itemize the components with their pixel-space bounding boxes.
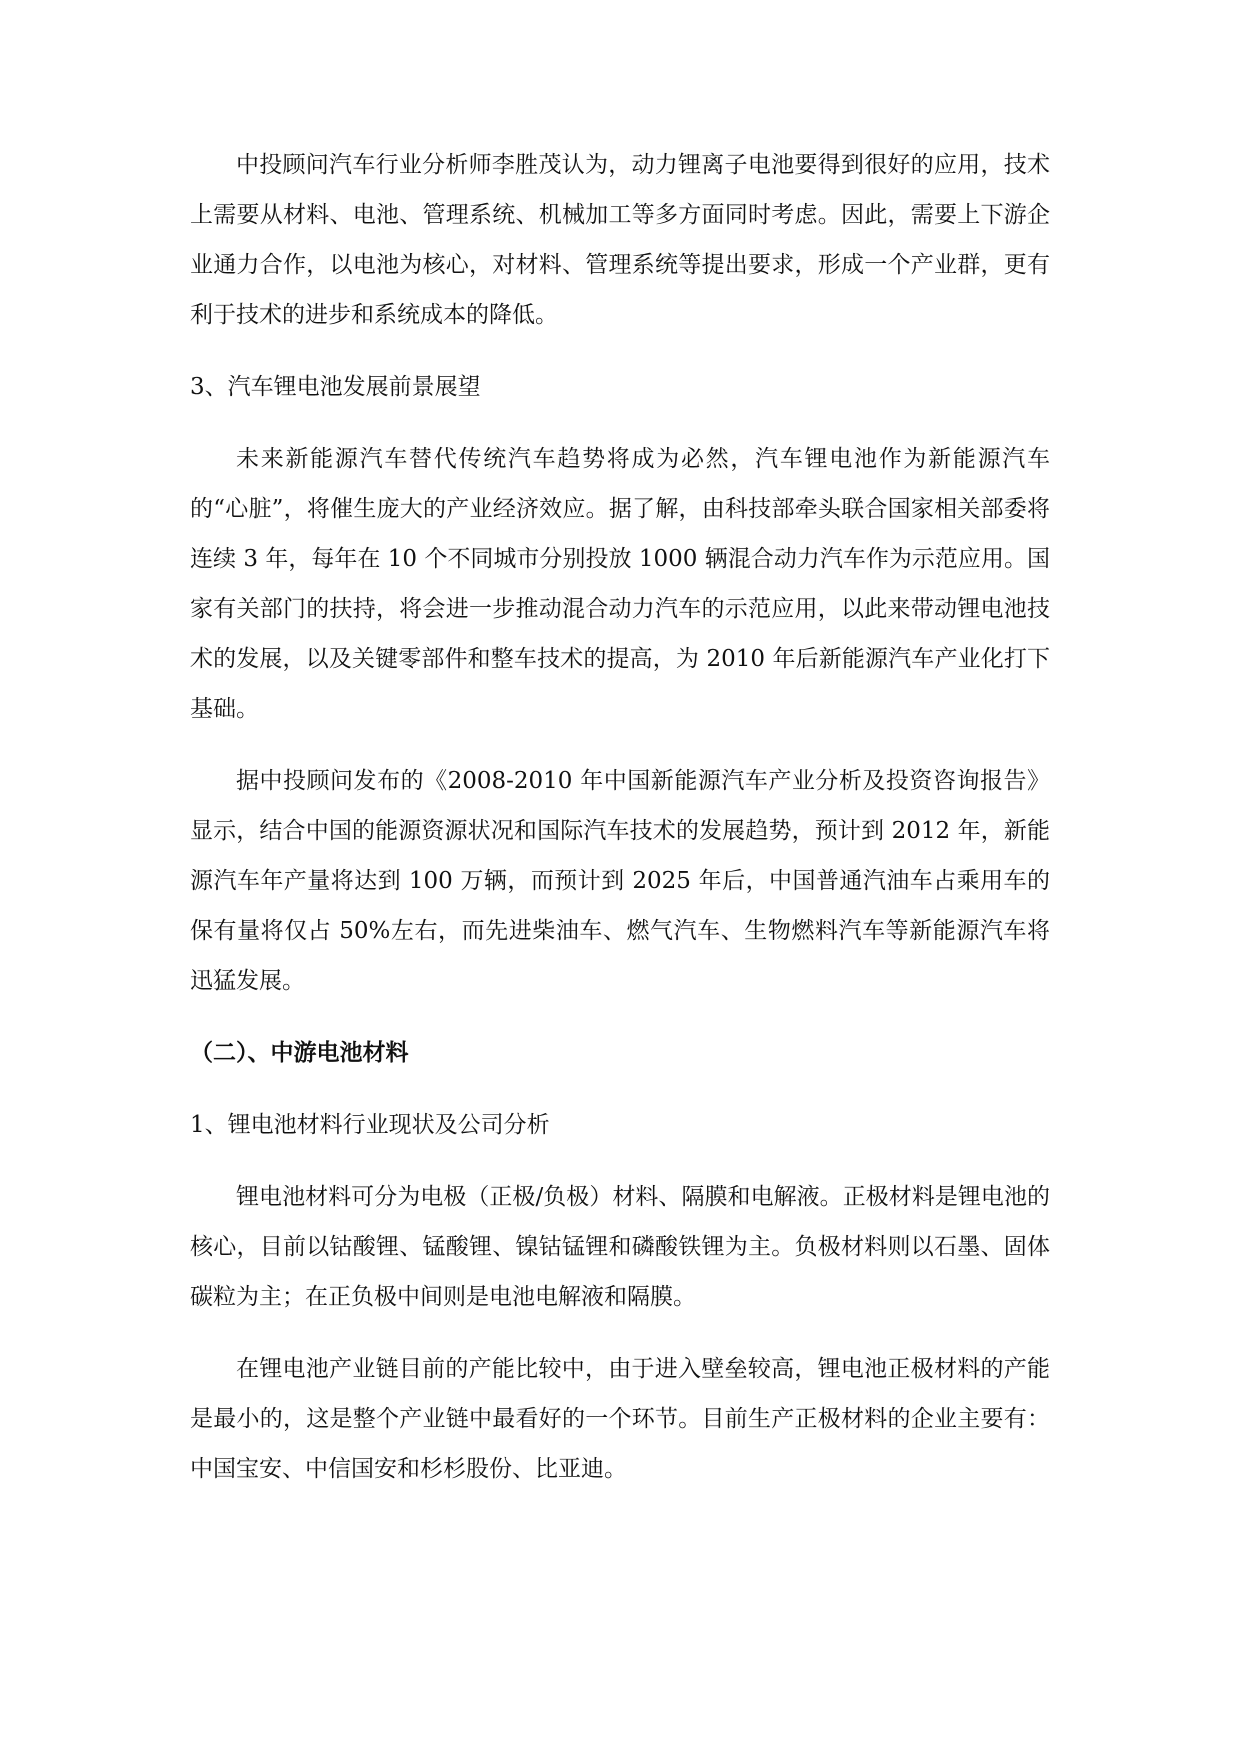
section-heading-midstream: （二）、中游电池材料	[190, 1040, 409, 1066]
paragraph-report-forecast: 据中投顾问发布的《2008-2010 年中国新能源汽车产业分析及投资咨询报告》显示，结合中国的能源资源状况和国际汽车技术的发展趋势，预计到 2012 年，新能源汽车年产量将达到 100 万辆，而预计到 2025 年后，中国普通汽油车占乘用车的保有量将仅占 50%左右，而先进柴油车、燃气汽车、生物燃料汽车等新能源汽车将迅猛发展。	[190, 768, 1050, 994]
paragraph-future-trend: 未来新能源汽车替代传统汽车趋势将成为必然，汽车锂电池作为新能源汽车的“心脏”，将催生庞大的产业经济效应。据了解，由科技部牵头联合国家相关部委将连续 3 年，每年在 10 个不同城市分别投放 1000 辆混合动力汽车作为示范应用。国家有关部门的扶持，将会进一步推动混合动力汽车的示范应用，以此来带动锂电池技术的发展，以及关键零部件和整车技术的提高，为 2010 年后新能源汽车产业化打下基础。	[190, 446, 1050, 722]
paragraph-capacity-comparison: 在锂电池产业链目前的产能比较中，由于进入壁垒较高，锂电池正极材料的产能是最小的，这是整个产业链中最看好的一个环节。目前生产正极材料的企业主要有：中国宝安、中信国安和杉杉股份、比亚迪。	[190, 1356, 1050, 1482]
heading-outlook: 3、汽车锂电池发展前景展望	[190, 374, 481, 400]
document-page	[190, 140, 1050, 1494]
heading-materials-status: 1、锂电池材料行业现状及公司分析	[190, 1112, 550, 1138]
paragraph-analyst-view: 中投顾问汽车行业分析师李胜茂认为，动力锂离子电池要得到很好的应用，技术上需要从材料、电池、管理系统、机械加工等多方面同时考虑。因此，需要上下游企业通力合作，以电池为核心，对材料、管理系统等提出要求，形成一个产业群，更有利于技术的进步和系统成本的降低。	[190, 152, 1050, 328]
paragraph-materials-types: 锂电池材料可分为电极（正极/负极）材料、隔膜和电解液。正极材料是锂电池的核心，目前以钴酸锂、锰酸锂、镍钴锰锂和磷酸铁锂为主。负极材料则以石墨、固体碳粒为主；在正负极中间则是电池电解液和隔膜。	[190, 1184, 1050, 1310]
